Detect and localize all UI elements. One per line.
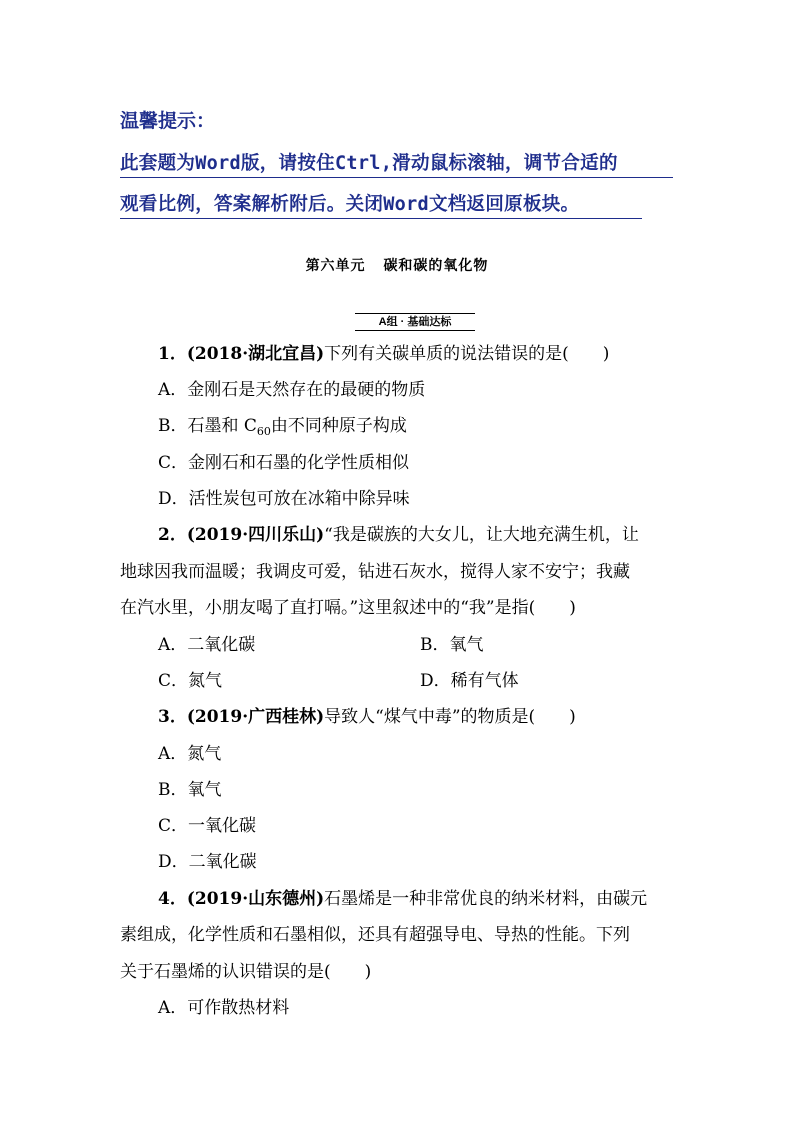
question-1-option-a: A．金刚石是天然存在的最硬的物质 (158, 380, 426, 400)
question-2-stem-line-2: 地球因我而温暖；我调皮可爱，钻进石灰水，搅得人家不安宁；我藏 (120, 562, 630, 582)
question-3-option-d: D．二氧化碳 (158, 852, 257, 872)
question-source: (2019·四川乐山) (186, 525, 325, 545)
question-4-option-a: A．可作散热材料 (158, 998, 290, 1018)
question-3-stem: 3．(2019·广西桂林)导致人“煤气中毒”的物质是( ) (158, 707, 576, 727)
question-source: (2019·山东德州) (186, 889, 325, 909)
question-4-stem-line-2: 素组成，化学性质和石墨相似，还具有超强导电、导热的性能。下列 (120, 925, 630, 945)
question-2-option-d: D．稀有气体 (420, 671, 519, 691)
unit-title (0, 255, 794, 275)
notice-title: 温馨提示： (120, 110, 216, 132)
question-2-option-b: B．氧气 (420, 635, 484, 655)
unit-topic: 碳和碳的氧化物 (383, 258, 489, 274)
question-source: (2019·广西桂林) (186, 707, 325, 727)
question-2-stem-line-1: 2．(2019·四川乐山)“我是碳族的大女儿，让大地充满生机，让 (158, 525, 639, 545)
question-2-stem-line-3: 在汽水里，小朋友喝了直打嗝。”这里叙述中的“我”是指( ) (120, 598, 576, 618)
question-4-stem-line-1: 4．(2019·山东德州)石墨烯是一种非常优良的纳米材料，由碳元 (158, 889, 648, 909)
question-1-option-d: D．活性炭包可放在冰箱中除异味 (158, 489, 410, 509)
notice-line-2: 观看比例，答案解析附后。关闭Word文档返回原板块。 (120, 190, 642, 219)
group-label: A组 · 基础达标 (355, 313, 475, 331)
question-3-option-b: B．氧气 (158, 780, 222, 800)
question-3-option-c: C．一氧化碳 (158, 816, 257, 836)
unit-number: 第六单元 (305, 258, 366, 274)
question-source: (2018·湖北宜昌) (186, 344, 325, 364)
question-1-option-c: C．金刚石和石墨的化学性质相似 (158, 453, 410, 473)
question-4-stem-line-3: 关于石墨烯的认识错误的是( ) (120, 962, 372, 982)
question-3-option-a: A．氮气 (158, 744, 222, 764)
notice-line-1: 此套题为Word版，请按住Ctrl,滑动鼠标滚轴，调节合适的 (120, 149, 673, 178)
question-1-stem: 1．(2018·湖北宜昌)下列有关碳单质的说法错误的是( ) (158, 344, 610, 364)
question-1-option-b: B．石墨和 $C_{60}$由不同种原子构成 (158, 416, 407, 438)
question-2-option-c: C．氮气 (158, 671, 223, 691)
question-2-option-a: A．二氧化碳 (158, 635, 256, 655)
